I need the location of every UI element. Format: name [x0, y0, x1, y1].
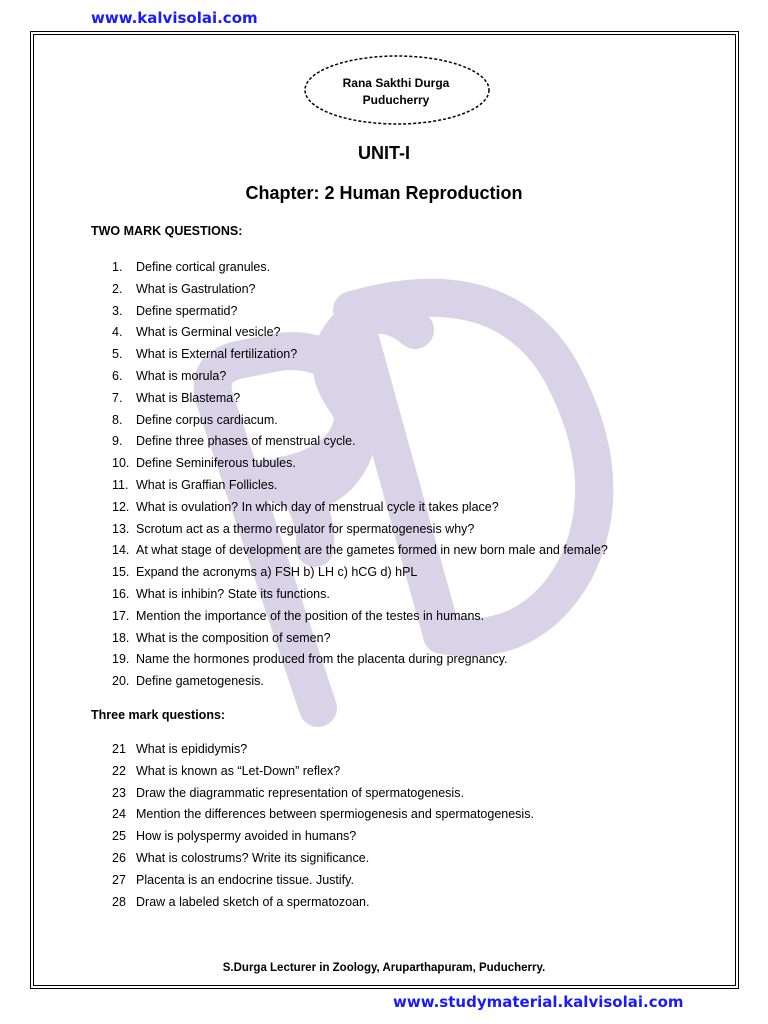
question-number: 27 [112, 872, 126, 887]
question-number: 5. [112, 347, 123, 362]
question-number: 6. [112, 369, 123, 383]
top-site-link[interactable]: www.kalvisolai.com [91, 9, 258, 27]
question-number: 10. [112, 456, 130, 471]
question-text: What is Gastrulation? [136, 281, 256, 296]
question-text: Draw the diagrammatic representation of spermatogenesis. [136, 785, 464, 800]
question-number: 3. [112, 303, 123, 318]
question-number: 11. [112, 478, 129, 492]
question-text: Define gametogenesis. [136, 674, 264, 689]
question-number: 18. [112, 630, 130, 645]
question-number: 20. [112, 674, 130, 689]
question-number: 24 [112, 807, 126, 822]
question-number: 1. [112, 260, 123, 274]
question-text: What is Germinal vesicle? [136, 325, 281, 340]
question-number: 28 [112, 894, 126, 909]
question-text: What is ovulation? In which day of menstrual cycle it takes place? [136, 499, 499, 514]
question-number: 23 [112, 785, 126, 800]
question-text: What is External fertilization? [136, 347, 298, 362]
question-number: 2. [112, 281, 123, 296]
bottom-site-link[interactable]: www.studymaterial.kalvisolai.com [393, 993, 684, 1011]
question-text: What is the composition of semen? [136, 630, 331, 645]
two-mark-heading: TWO MARK QUESTIONS: [91, 224, 243, 238]
question-text: Scrotum act as a thermo regulator for spermatogenesis why? [136, 521, 475, 536]
question-text: At what stage of development are the gametes formed in new born male and female? [136, 543, 608, 558]
question-number: 14. [112, 543, 130, 558]
question-text: Define three phases of menstrual cycle. [136, 434, 356, 449]
question-text: What is known as “Let-Down” reflex? [136, 763, 341, 778]
question-number: 26 [112, 851, 126, 865]
question-number: 25 [112, 829, 126, 844]
question-number: 21 [112, 742, 126, 756]
chapter-title: Chapter: 2 Human Reproduction [245, 183, 523, 203]
question-number: 7. [112, 390, 123, 405]
unit-title: UNIT-I [358, 143, 410, 163]
question-number: 22 [112, 763, 126, 778]
question-number: 12. [112, 499, 130, 514]
seal-line-place: Puducherry [362, 93, 430, 107]
question-text: Draw a labeled sketch of a spermatozoan. [136, 894, 370, 909]
question-text: Define Seminiferous tubules. [136, 456, 296, 471]
question-number: 9. [112, 434, 123, 449]
author-footer: S.Durga Lecturer in Zoology, Aruparthapuram, Puducherry. [222, 962, 546, 974]
question-number: 15. [112, 565, 130, 580]
question-text: Expand the acronyms a) FSH b) LH c) hCG d) hPL [136, 565, 418, 580]
question-number: 16. [112, 587, 130, 601]
question-text: Placenta is an endocrine tissue. Justify. [136, 872, 354, 887]
question-number: 4. [112, 325, 123, 340]
question-text: Mention the differences between spermiogenesis and spermatogenesis. [136, 807, 534, 822]
question-text: What is Blastema? [136, 390, 241, 405]
question-text: What is epididymis? [136, 742, 248, 756]
question-number: 17. [112, 608, 130, 623]
question-text: What is Graffian Follicles. [136, 478, 278, 492]
question-text: What is morula? [136, 369, 227, 383]
question-number: 8. [112, 412, 123, 427]
question-text: Name the hormones produced from the placenta during pregnancy. [136, 652, 508, 667]
question-text: Mention the importance of the position of the testes in humans. [136, 608, 485, 623]
question-text: Define spermatid? [136, 303, 238, 318]
question-text: Define corpus cardiacum. [136, 412, 278, 427]
question-text: Define cortical granules. [136, 260, 271, 274]
question-text: What is colostrums? Write its significance. [136, 851, 370, 865]
question-text: How is polyspermy avoided in humans? [136, 829, 357, 844]
question-text: What is inhibin? State its functions. [136, 587, 330, 601]
question-number: 19. [112, 652, 130, 667]
three-mark-heading: Three mark questions: [91, 708, 226, 722]
question-number: 13. [112, 521, 130, 536]
seal-line-name: Rana Sakthi Durga [342, 76, 450, 90]
